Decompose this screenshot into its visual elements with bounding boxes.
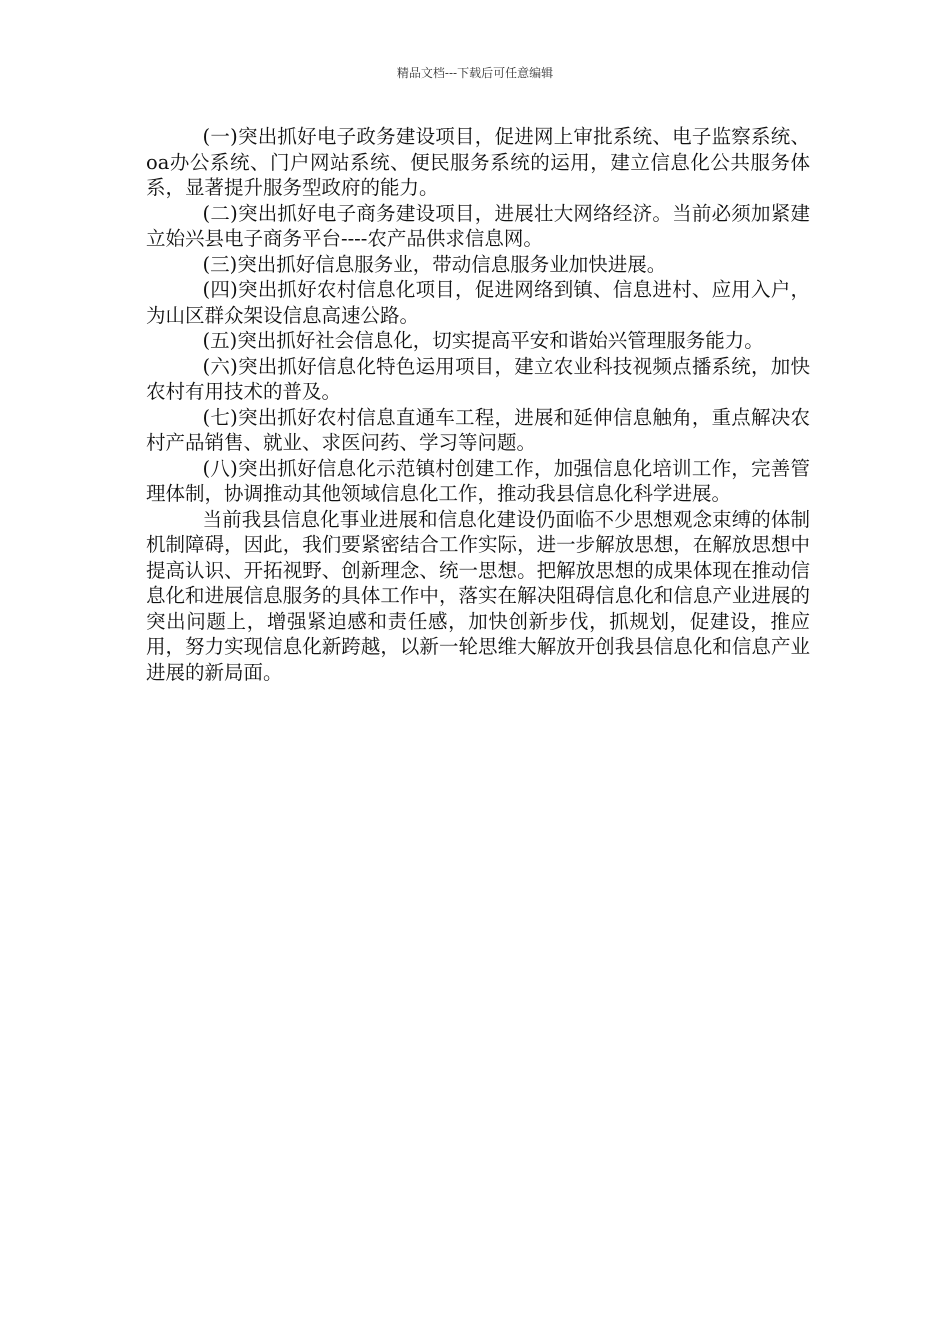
paragraph-6: (六)突出抓好信息化特色运用项目，建立农业科技视频点播系统，加快农村有用技术的普及。 <box>146 354 810 403</box>
paragraph-4: (四)突出抓好农村信息化项目，促进网络到镇、信息进村、应用入户，为山区群众架设信息高速公路。 <box>146 278 810 327</box>
paragraph-7: (七)突出抓好农村信息直通车工程，进展和延伸信息触角，重点解决农村产品销售、就业、求医问药、学习等问题。 <box>146 405 810 454</box>
page-header: 精品文档---下载后可任意编辑 <box>396 66 554 80</box>
paragraph-1: (一)突出抓好电子政务建设项目，促进网上审批系统、电子监察系统、oa办公系统、门户网站系统、便民服务系统的运用，建立信息化公共服务体系，显著提升服务型政府的能力。 <box>146 125 810 199</box>
paragraph-8: (八)突出抓好信息化示范镇村创建工作，加强信息化培训工作，完善管理体制，协调推动其他领域信息化工作，推动我县信息化科学进展。 <box>146 456 810 505</box>
paragraph-9: 当前我县信息化事业进展和信息化建设仍面临不少思想观念束缚的体制机制障碍，因此，我们要紧密结合工作实际，进一步解放思想，在解放思想中提高认识、开拓视野、创新理念、统一思想。把解放思想的成果体现在推动信息化和进展信息服务的具体工作中，落实在解决阻碍信息化和信息产业进展的突出问题上，增强紧迫感和责任感，加快创新步伐，抓规划，促建设，推应用，努力实现信息化新跨越，以新一轮思维大解放开创我县信息化和信息产业进展的新局面。 <box>146 507 810 684</box>
paragraph-5: (五)突出抓好社会信息化，切实提高平安和谐始兴管理服务能力。 <box>202 329 764 352</box>
document-body <box>146 124 810 685</box>
paragraph-2: (二)突出抓好电子商务建设项目，进展壮大网络经济。当前必须加紧建立始兴县电子商务平台----农产品供求信息网。 <box>146 201 810 250</box>
paragraph-3: (三)突出抓好信息服务业，带动信息服务业加快进展。 <box>202 252 667 276</box>
